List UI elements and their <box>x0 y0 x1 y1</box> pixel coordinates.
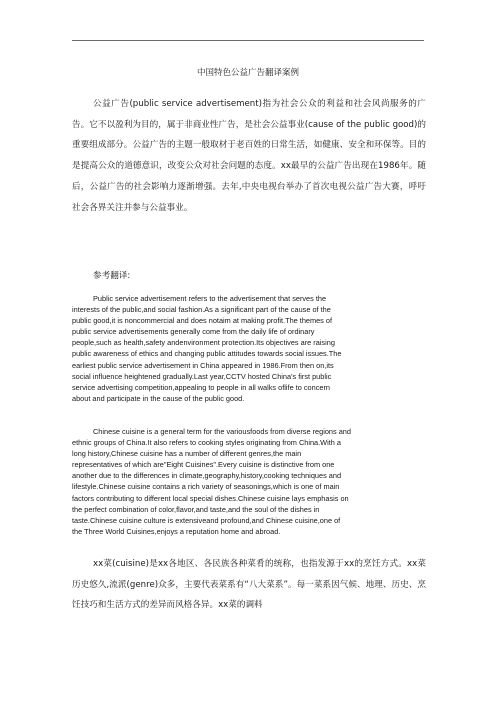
reference-translation-label: 参考翻译: <box>93 271 131 281</box>
chinese-paragraph-psa: 公益广告(public service advertisement)指为社会公众的利益和社会风尚服务的广告。它不以盈利为目的，属于非商业性广告，是社会公益事业(cause of the public good)的重要组成部分。公益广告的主题一般取材于老百姓的日常生活，如健康、安全和环保等。目的是提高公众的道德意识，改变公众对社会问题的态度。xx最早的公益广告出现在1986年。随后，公益广告的社会影响力逐渐增强。去年,中央电视台举办了首次电视公益广告大赛，呼吁社会各界关注并参与公益事业。 <box>72 99 426 213</box>
english-paragraph-psa: Public service advertisement refers to the advertisement that serves the interests of the public,and social fashion.As a significant part of the cause of the public good,it is noncommercial and does notaim at making profit.The themes of public service advertisements generally come from the daily life of ordinary people,such as health,safety andenvironment protection.Its objectives are raising public awareness of ethics and changing public attitudes towards social issues.The earliest public service advertisement in China appeared in 1986.From then on,its social influence heightened gradually.Last year,CCTV hosted China's first public service advertising competition,appealing to people in all walks oflife to concern about and participate in the cause of the public good. <box>72 294 342 403</box>
header-rule <box>72 40 424 41</box>
english-paragraph-cuisine: Chinese cuisine is a general term for the variousfoods from diverse regions and ethnic groups of China.It also refers to cooking styles originating from China.With a long history,Chinese cuisine has a number of different genres,the main representatives of which are"Eight Cuisines".Every cuisine is distinctive from one another due to the differences in climate,geography,history,cooking techniques and lifestyle.Chinese cuisine contains a rich variety of seasonings,which is one of main factors contributing to different local special dishes.Chinese cuisine lays emphasis on the perfect combination of color,flavor,and taste,and the soul of the dishes in taste.Chinese cuisine culture is extensiveand profound,and Chinese cuisine,one of the Three World Cuisines,enjoys a reputation home and abroad. <box>72 427 351 536</box>
document-title: 中国特色公益广告翻译案例 <box>196 68 299 78</box>
chinese-paragraph-cuisine: xx菜(cuisine)是xx各地区、各民族各种菜肴的统称，也指发源于xx的烹饪方式。xx菜历史悠久,流派(genre)众多，主要代表菜系有“八大菜系”。每一菜系因气候、地理、历史、烹饪技巧和生活方式的差异而风格各异。xx菜的调料 <box>72 559 426 611</box>
